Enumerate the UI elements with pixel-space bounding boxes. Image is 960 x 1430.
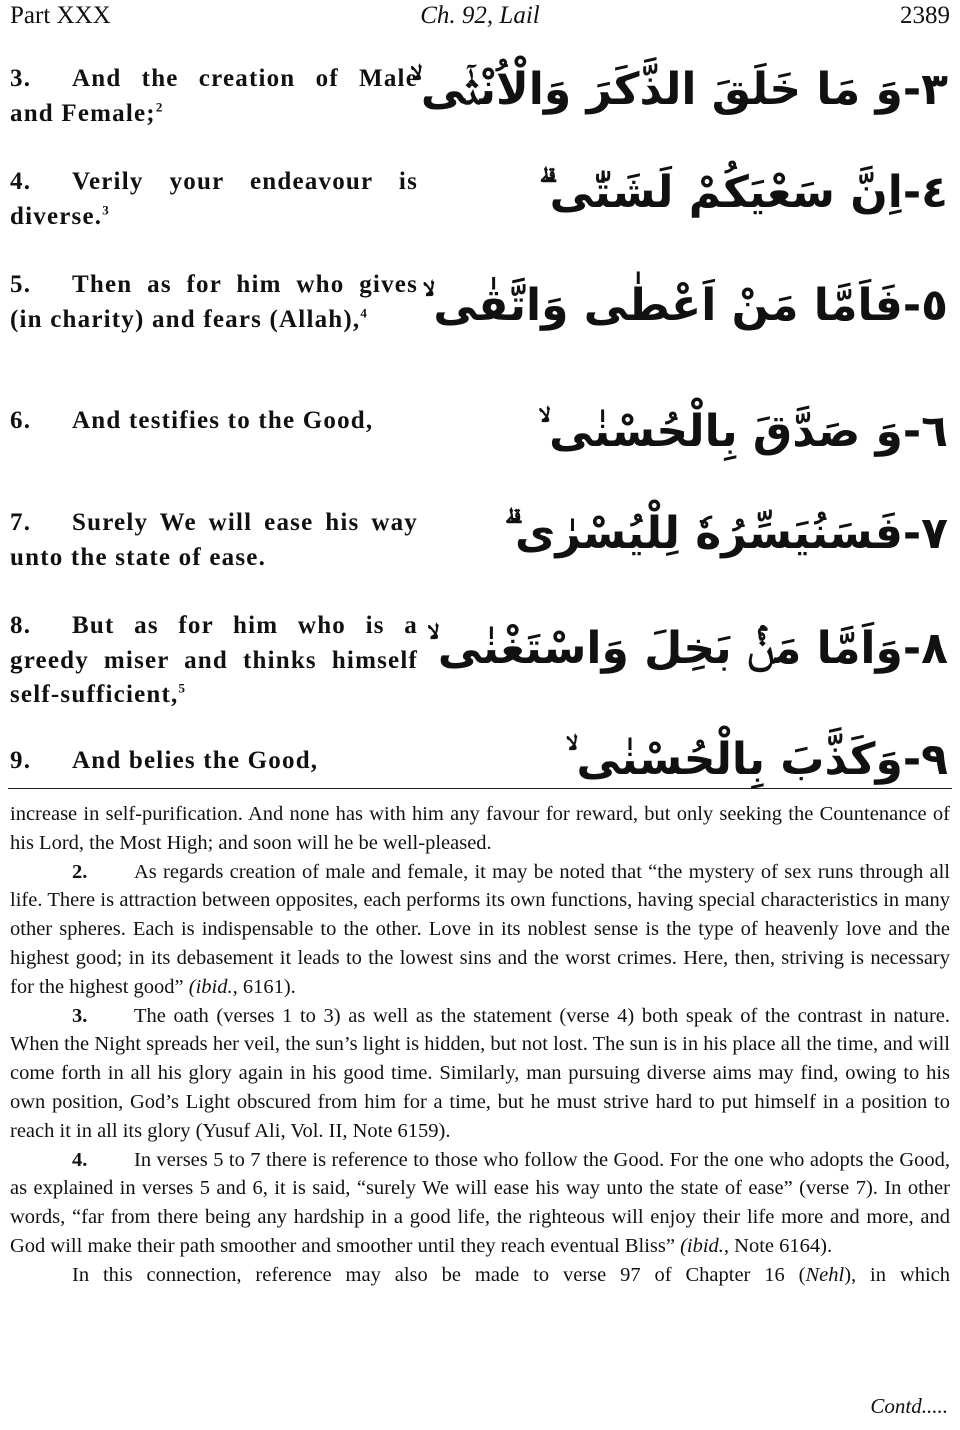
- footnote-4-continued: In this connection, reference may also be made to verse 97 of Chapter 16 (Nehl), in which: [72, 1263, 950, 1286]
- verse-translation: 9. And belies the Good,: [10, 747, 319, 774]
- verse-arabic: ٧-فَسَنُيَسِّرُهٗ لِلْيُسْرٰى ۗ: [504, 508, 948, 559]
- verse-arabic: ٦-وَ صَدَّقَ بِالْحُسْنٰى ۙ: [538, 406, 948, 457]
- verse-translation: 6. And testifies to the Good,: [10, 407, 374, 434]
- verse-translation: 4. Verily your endeavour is diverse.$^3$: [10, 168, 418, 230]
- footnote-divider: [8, 788, 952, 789]
- verse-arabic: ٥-فَاَمَّا مَنْ اَعْطٰى وَاتَّقٰى ۙ: [422, 280, 948, 331]
- footnote-number: 3.: [72, 1004, 88, 1027]
- footnote-number: 4.: [72, 1148, 88, 1171]
- footnote-3: 3. The oath (verses 1 to 3) as well as the statement (verse 4) both speak of the contrast in nature. When the Night spreads her veil, the sun’s light is hidden, but not lost. The sun is in his place all the time, and will come forth in all his glory again in his good time. Similarly, man pursuing diverse aims may find, owing to his own position, God’s Light obscured from him for a time, but he must strive hard to put himself in a position to reach it in all its glory (Yusuf Ali, Vol. II, Note 6159).: [10, 1002, 950, 1146]
- verse-arabic: ٩-وَكَذَّبَ بِالْحُسْنٰى ۙ: [565, 734, 948, 785]
- footnote-marker: 2: [155, 99, 164, 115]
- verse-translation: 8. But as for him who is a greedy miser and thinks himself self-sufficient,$^5$: [10, 612, 418, 708]
- footnote-4: 4. In verses 5 to 7 there is reference to those who follow the Good. For the one who adopts the Good, as explained in verses 5 and 6, it is said, “surely We will ease his way unto the state of ease” (verse 7). In other words, “far from there being any hardship in a good life, the righteous will enjoy their life more and more, and God will make their path smoother and smoother until they reach eventual Bliss” (ibid., Note 6164).: [10, 1146, 950, 1261]
- footnote-marker: 4: [360, 305, 369, 321]
- verse-arabic: ٣-وَ مَا خَلَقَ الذَّكَرَ وَالْاُنْثٰۤى ۙ: [409, 64, 948, 115]
- continued-marker: Contd.....: [870, 1394, 948, 1418]
- page-header: [10, 2, 950, 36]
- verse-arabic: ٨-وَاَمَّا مَنْۢ بَخِلَ وَاسْتَغْنٰى ۙ: [426, 623, 948, 674]
- footnote-marker: 5: [178, 680, 187, 696]
- chapter-title: Ch. 92, Lail: [420, 2, 540, 29]
- footnote-number: 2.: [72, 860, 88, 883]
- footnote-2: 2. As regards creation of male and female, it may be noted that “the mystery of sex runs through all life. There is attraction between opposites, each performs its own functions, having special characteristics in many other spheres. Each is indispensable to the other. Love in its noblest sense is the type of heavenly love and the highest good; in its debasement it leads to the lowest sins and the worst crimes. Here, then, striving is necessary for the highest good” (ibid., 6161).: [10, 858, 950, 1002]
- footnote-continuation: increase in self-purification. And none has with him any favour for reward, but only seeking the Countenance of his Lord, the Most High; and soon will he be well-pleased.: [10, 803, 950, 854]
- verse-translation: 3. And the creation of Male and Female;$^2$: [10, 65, 418, 127]
- footnote-marker: 3: [102, 202, 110, 218]
- verse-translation: 7. Surely We will ease his way unto the state of ease.: [10, 509, 418, 571]
- part-label: Part XXX: [10, 2, 111, 29]
- verse-arabic: ٤-اِنَّ سَعْيَكُمْ لَشَتّٰى ۗ: [538, 167, 948, 218]
- page-number: 2389: [900, 2, 950, 29]
- footnotes: [10, 800, 950, 1290]
- verse-translation: 5. Then as for him who gives (in charity) and fears (Allah),$^4$: [10, 271, 418, 333]
